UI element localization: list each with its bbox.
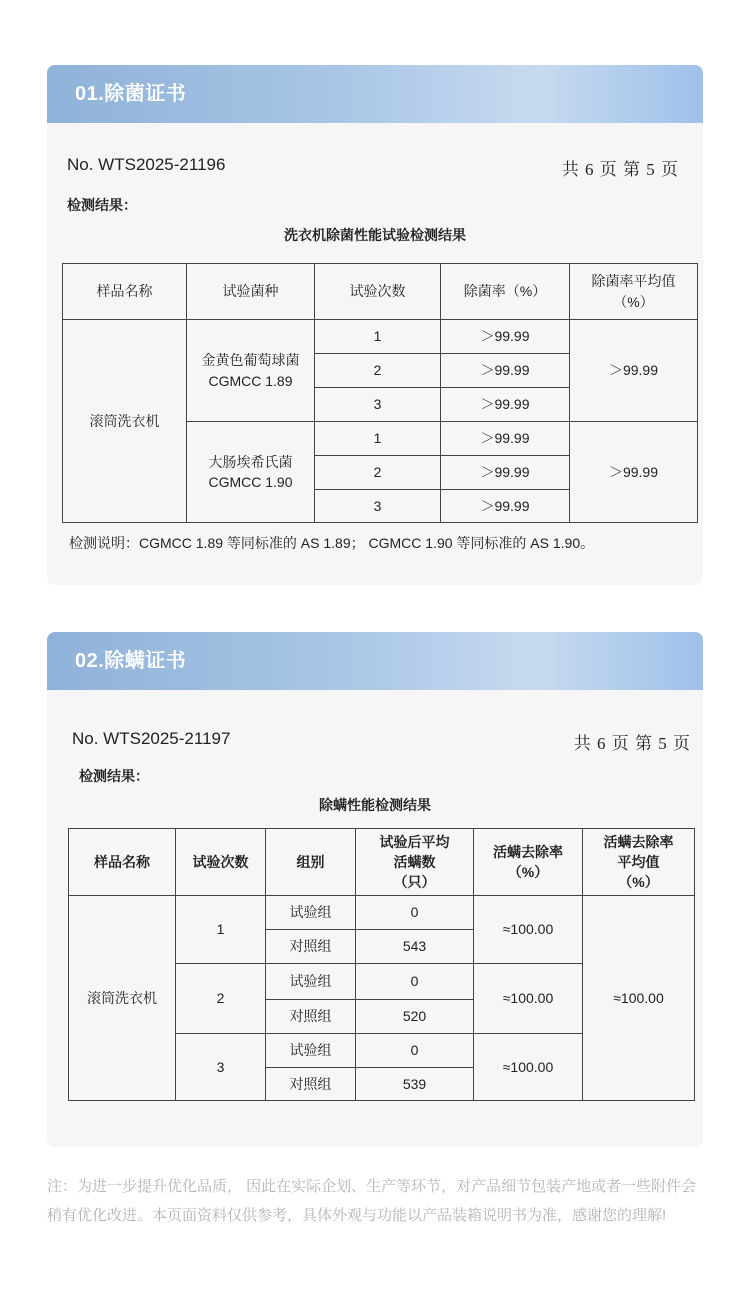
sterilization-rate: ＞99.99 (441, 490, 570, 523)
column-header: 组别 (266, 829, 356, 896)
group-label: 试验组 (266, 1034, 356, 1068)
mite-count: 0 (356, 1034, 474, 1068)
mite-count: 539 (356, 1068, 474, 1101)
table-title: 除螨性能检测结果 (319, 797, 431, 813)
group-label: 对照组 (266, 930, 356, 964)
trial-number: 2 (176, 964, 266, 1034)
removal-rate: ≈100.00 (474, 964, 583, 1034)
table-title: 洗衣机除菌性能试验检测结果 (284, 227, 466, 243)
trial-number: 1 (315, 422, 441, 456)
anti-mite-certificate-header: 02.除螨证书 (47, 632, 703, 690)
sterilization-certificate-header: 01.除菌证书 (47, 65, 703, 123)
column-header: 除菌率平均值 （%） (570, 264, 698, 320)
strain-cell (187, 320, 315, 422)
anti-mite-results-table (68, 828, 695, 1101)
sterilization-rate: ＞99.99 (441, 388, 570, 422)
group-label: 对照组 (266, 1068, 356, 1101)
mite-count: 0 (356, 964, 474, 1000)
sterilization-rate: ＞99.99 (441, 320, 570, 354)
trial-number: 1 (315, 320, 441, 354)
group-label: 试验组 (266, 964, 356, 1000)
column-header: 试验次数 (176, 829, 266, 896)
average-rate: ＞99.99 (570, 422, 698, 523)
footer-disclaimer: 注：为进一步提升优化品质， 因此在实际企划、生产等环节，对产品细节包装产地或者一些附件会稍有优化改进。本页面资料仅供参考，具体外观与功能以产品装箱说明书为准，感谢您的理解! (47, 1178, 697, 1224)
test-note: 检测说明：CGMCC 1.89 等同标准的 AS 1.89； CGMCC 1.90 等同标准的 AS 1.90。 (69, 535, 595, 551)
column-header: 试验菌种 (187, 264, 315, 320)
results-label: 检测结果： (79, 768, 149, 784)
trial-number: 1 (176, 896, 266, 964)
mite-count: 520 (356, 1000, 474, 1034)
group-label: 试验组 (266, 896, 356, 930)
removal-rate: ≈100.00 (474, 896, 583, 964)
page-info: 共 6 页 第 5 页 (561, 160, 679, 179)
column-header: 活螨去除率 （%） (474, 829, 583, 896)
column-header: 活螨去除率 平均值 （%） (583, 829, 695, 896)
trial-number: 2 (315, 456, 441, 490)
strain-cell (187, 422, 315, 523)
strain-code: CGMCC 1.89 (208, 372, 293, 389)
results-label: 检测结果： (67, 197, 137, 213)
strain-name: 金黄色葡萄球菌 (201, 352, 300, 369)
sample-name-cell: 滚筒洗衣机 (69, 896, 176, 1101)
sample-name-cell: 滚筒洗衣机 (63, 320, 187, 523)
column-header: 样品名称 (69, 829, 176, 896)
page-info: 共 6 页 第 5 页 (573, 734, 691, 753)
column-header: 试验次数 (315, 264, 441, 320)
strain-name: 大肠埃希氏菌 (208, 453, 293, 470)
sterilization-rate: ＞99.99 (441, 422, 570, 456)
anti-mite-certificate-card (47, 632, 703, 1147)
column-header: 试验后平均 活螨数 （只） (356, 829, 474, 896)
column-header: 除菌率（%） (441, 264, 570, 320)
column-header: 样品名称 (63, 264, 187, 320)
certificate-number: No. WTS2025-21196 (67, 155, 226, 174)
sterilization-certificate-card (47, 65, 703, 585)
mite-count: 543 (356, 930, 474, 964)
trial-number: 2 (315, 354, 441, 388)
trial-number: 3 (176, 1034, 266, 1101)
average-rate: ＞99.99 (570, 320, 698, 422)
removal-rate: ≈100.00 (474, 1034, 583, 1101)
trial-number: 3 (315, 388, 441, 422)
certificate-number: No. WTS2025-21197 (72, 729, 231, 748)
group-label: 对照组 (266, 1000, 356, 1034)
sterilization-rate: ＞99.99 (441, 456, 570, 490)
sterilization-results-table (62, 263, 698, 523)
average-removal-rate: ≈100.00 (583, 896, 695, 1101)
strain-code: CGMCC 1.90 (208, 474, 293, 490)
sterilization-rate: ＞99.99 (441, 354, 570, 388)
trial-number: 3 (315, 490, 441, 523)
mite-count: 0 (356, 896, 474, 930)
